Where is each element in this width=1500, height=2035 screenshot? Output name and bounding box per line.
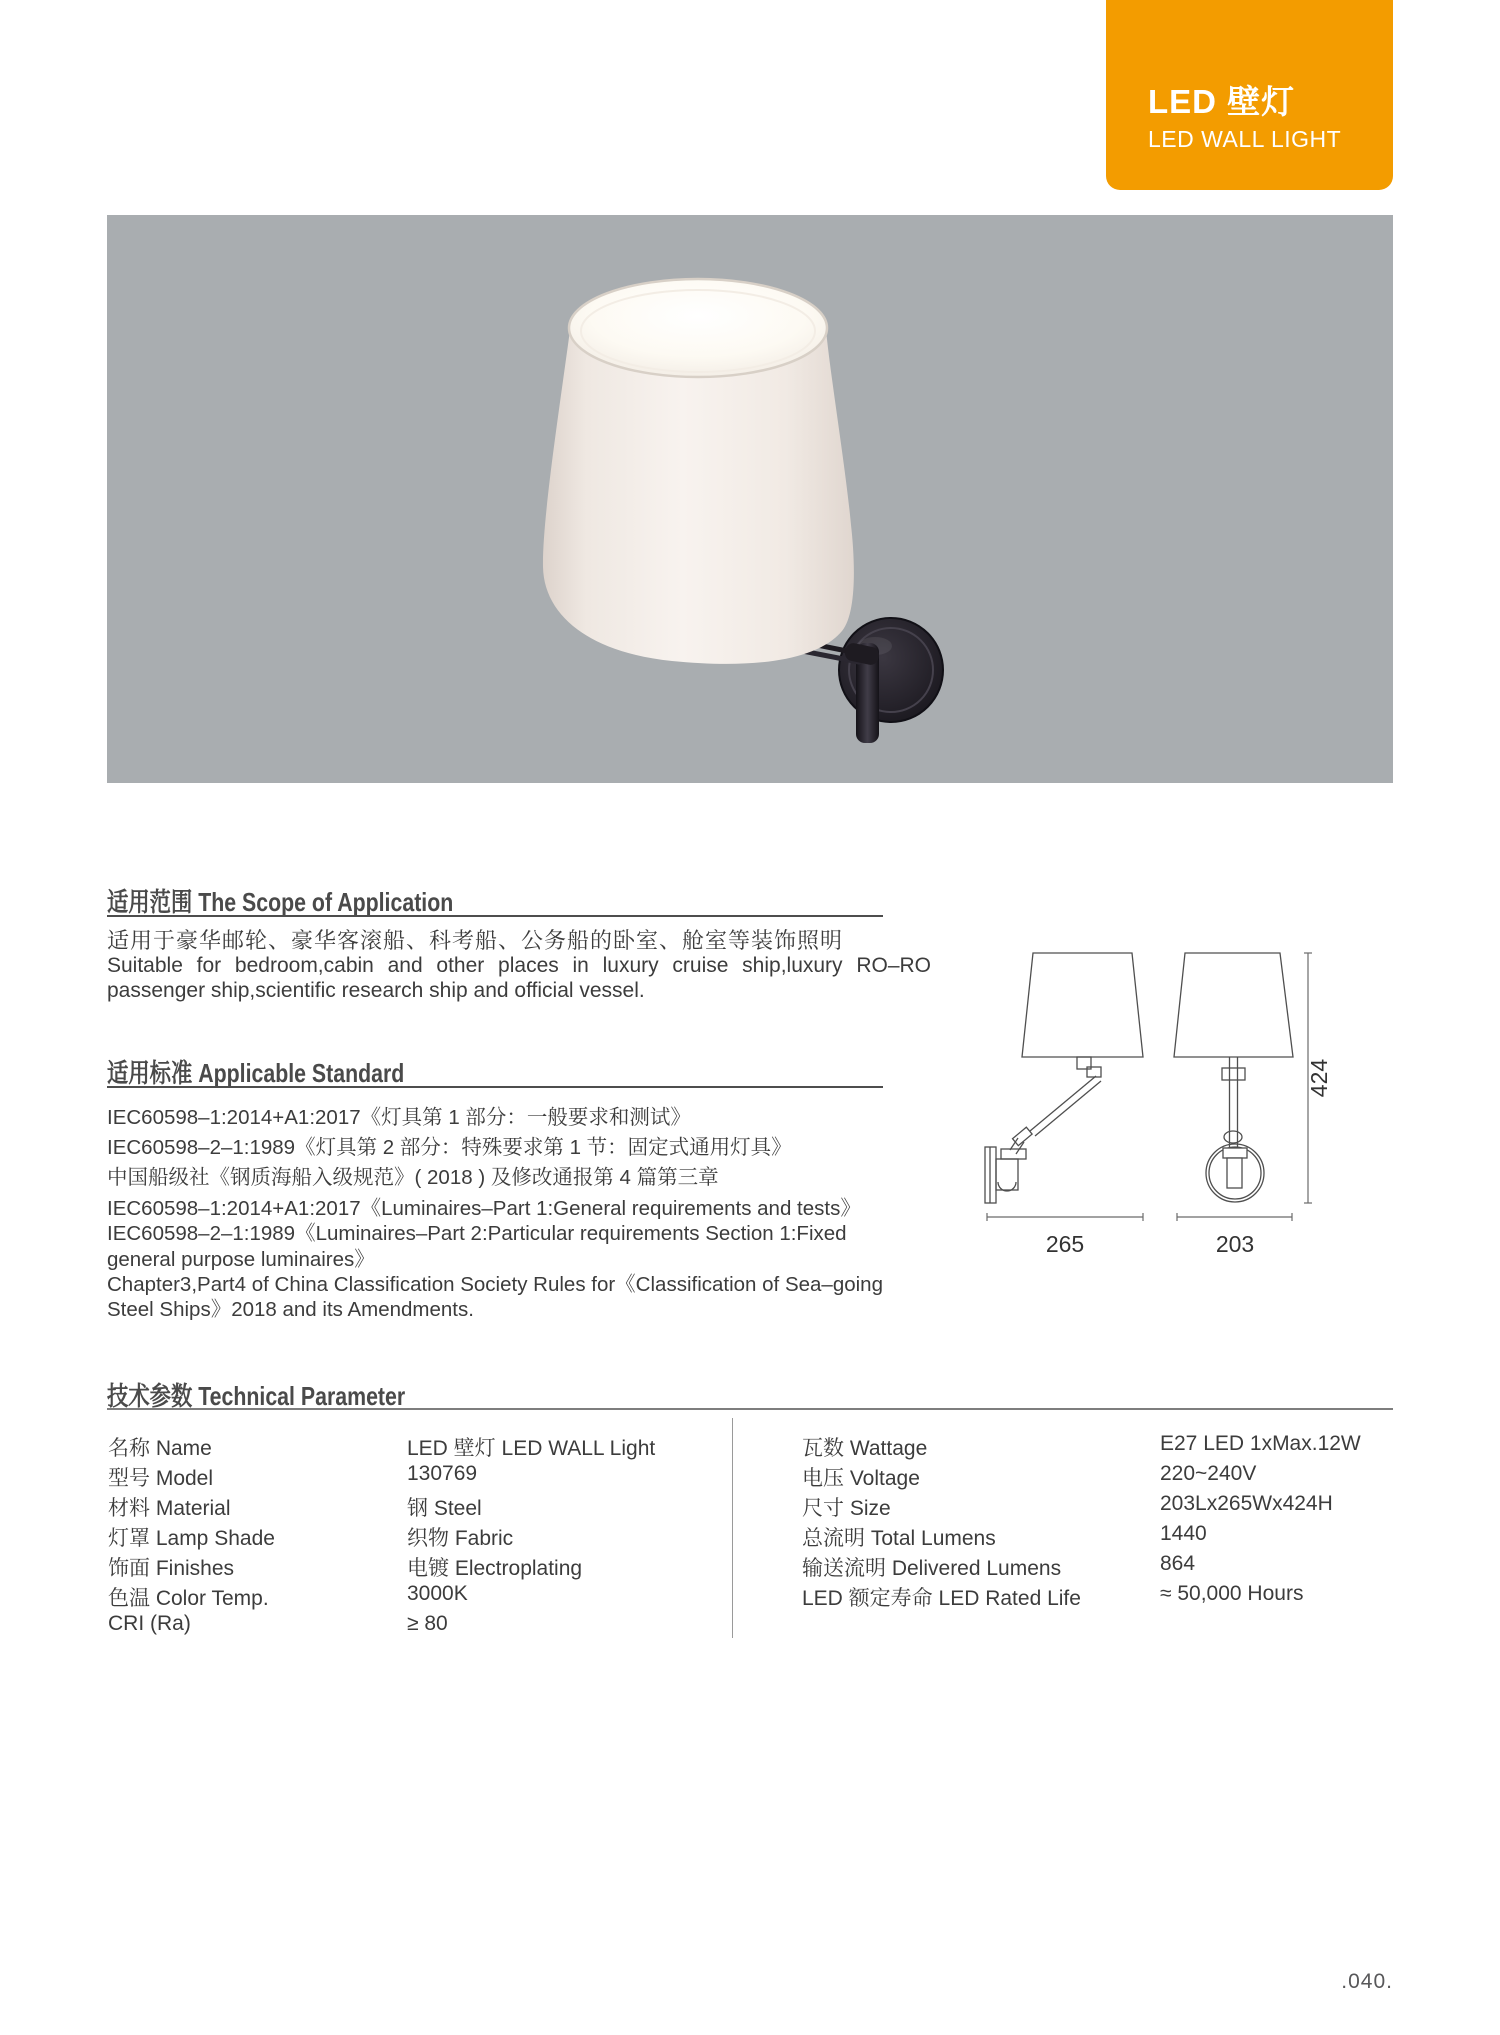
dim-label-424: 424 bbox=[1306, 1058, 1332, 1098]
dimension-drawings bbox=[960, 930, 1400, 1270]
param-value: ≥ 80 bbox=[407, 1612, 448, 1635]
standard-line: Chapter3,Part4 of China Classification Society Rules for《Classification of Sea–going bbox=[107, 1273, 883, 1296]
param-value: 220~240V bbox=[1160, 1462, 1257, 1485]
standard-line: IEC60598–1:2014+A1:2017《Luminaires–Part 1:General requirements and tests》 bbox=[107, 1197, 861, 1220]
product-photo bbox=[107, 215, 1393, 783]
lamp-shade bbox=[543, 330, 854, 664]
scope-heading: 适用范围 The Scope of Application bbox=[107, 887, 454, 917]
standard-underline bbox=[107, 1086, 883, 1088]
param-value: 864 bbox=[1160, 1552, 1196, 1575]
standard-line: IEC60598–1:2014+A1:2017《灯具第 1 部分：一般要求和测试》 bbox=[107, 1106, 691, 1129]
param-label: 饰面 Finishes bbox=[108, 1557, 235, 1580]
param-label: 材料 Material bbox=[108, 1497, 231, 1520]
param-label: 输送流明 Delivered Lumens bbox=[802, 1557, 1062, 1580]
parameter-rule bbox=[107, 1408, 1393, 1410]
param-label: 尺寸 Size bbox=[802, 1497, 891, 1520]
param-label: 总流明 Total Lumens bbox=[802, 1527, 996, 1550]
page-number: .040. bbox=[1341, 1970, 1393, 1993]
product-badge bbox=[1106, 0, 1393, 190]
param-value: LED 壁灯 LED WALL Light bbox=[407, 1437, 656, 1460]
wall-lamp-photo-illustration bbox=[107, 215, 1393, 783]
standard-line: general purpose luminaires》 bbox=[107, 1248, 375, 1271]
dim-label-265: 265 bbox=[1045, 1231, 1085, 1257]
standard-line: IEC60598–2–1:1989《Luminaires–Part 2:Particular requirements Section 1:Fixed bbox=[107, 1222, 847, 1245]
standard-heading: 适用标准 Applicable Standard bbox=[107, 1058, 405, 1088]
param-label: 型号 Model bbox=[108, 1467, 214, 1490]
param-value: E27 LED 1xMax.12W bbox=[1160, 1432, 1361, 1455]
param-value: 电镀 Electroplating bbox=[407, 1557, 583, 1580]
shade-top-opening bbox=[569, 279, 827, 377]
scope-underline bbox=[107, 915, 883, 917]
param-label: 瓦数 Wattage bbox=[802, 1437, 928, 1460]
param-value: 织物 Fabric bbox=[407, 1527, 514, 1550]
dim-label-203: 203 bbox=[1215, 1231, 1255, 1257]
param-value: 钢 Steel bbox=[407, 1497, 482, 1520]
parameter-heading: 技术参数 Technical Parameter bbox=[107, 1381, 406, 1411]
param-value: ≈ 50,000 Hours bbox=[1160, 1582, 1304, 1605]
param-label: 电压 Voltage bbox=[802, 1467, 920, 1490]
front-view-shade bbox=[1174, 953, 1293, 1057]
param-value: 3000K bbox=[407, 1582, 468, 1605]
scope-text-en: Suitable for bedroom,cabin and other places in luxury cruise ship,luxury RO–RO passenger ship,scientific research ship and official vessel. bbox=[107, 954, 931, 1002]
param-label: 色温 Color Temp. bbox=[108, 1587, 269, 1610]
standard-line: 中国船级社《钢质海船入级规范》( 2018 ) 及修改通报第 4 篇第三章 bbox=[107, 1166, 719, 1189]
side-view-shade bbox=[1022, 953, 1143, 1057]
standard-line: Steel Ships》2018 and its Amendments. bbox=[107, 1298, 474, 1321]
front-view-bulb bbox=[1227, 1158, 1242, 1188]
param-value: 130769 bbox=[407, 1462, 478, 1485]
param-label: 名称 Name bbox=[108, 1437, 212, 1460]
table-column-divider bbox=[732, 1418, 733, 1638]
badge-title: LED 壁灯 bbox=[1148, 83, 1296, 120]
param-label: CRI (Ra) bbox=[108, 1612, 191, 1635]
param-label: 灯罩 Lamp Shade bbox=[108, 1527, 275, 1550]
param-label: LED 额定寿命 LED Rated Life bbox=[802, 1587, 1081, 1610]
param-value: 1440 bbox=[1160, 1522, 1207, 1545]
badge-subtitle: LED WALL LIGHT bbox=[1148, 126, 1342, 152]
standard-line: IEC60598–2–1:1989《灯具第 2 部分：特殊要求第 1 节：固定式通用灯具》 bbox=[107, 1136, 792, 1159]
dimension-drawings-svg bbox=[960, 930, 1400, 1270]
scope-text-zh: 适用于豪华邮轮、豪华客滚船、科考船、公务船的卧室、舱室等装饰照明 bbox=[107, 928, 844, 953]
param-value: 203Lx265Wx424H bbox=[1160, 1492, 1333, 1515]
